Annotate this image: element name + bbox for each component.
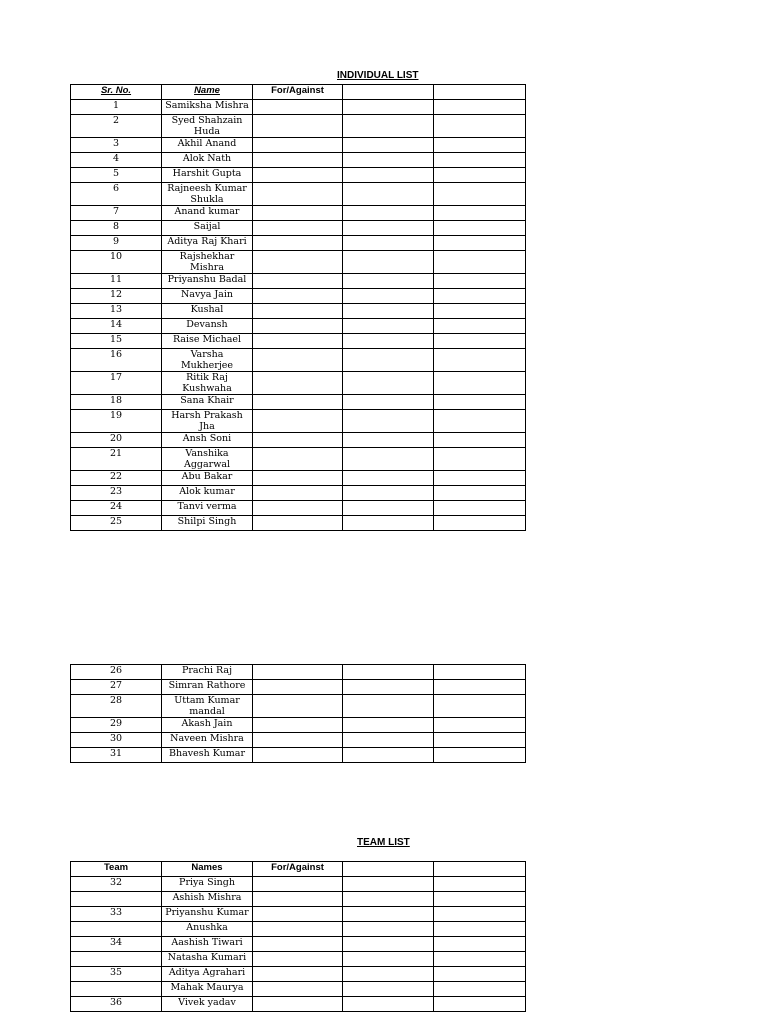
header-blank-2 bbox=[434, 85, 526, 100]
team-no-cell: 36 bbox=[71, 997, 162, 1012]
name-cell: Devansh bbox=[162, 319, 253, 334]
blank-cell bbox=[343, 501, 434, 516]
name-cell: Saijal bbox=[162, 221, 253, 236]
blank-cell bbox=[343, 395, 434, 410]
blank-cell bbox=[343, 922, 434, 937]
blank-cell bbox=[343, 486, 434, 501]
table-row bbox=[71, 349, 526, 372]
table-row bbox=[71, 289, 526, 304]
table-row bbox=[71, 334, 526, 349]
blank-cell bbox=[343, 100, 434, 115]
for-against-cell bbox=[253, 221, 343, 236]
blank-cell bbox=[343, 410, 434, 433]
table-row bbox=[71, 372, 526, 395]
blank-cell bbox=[434, 349, 526, 372]
name-cell: Naveen Mishra bbox=[162, 733, 253, 748]
for-against-cell bbox=[253, 967, 343, 982]
blank-cell bbox=[343, 433, 434, 448]
blank-cell bbox=[343, 274, 434, 289]
for-against-cell bbox=[253, 695, 343, 718]
sr-no-cell: 3 bbox=[71, 138, 162, 153]
team-row bbox=[71, 922, 526, 937]
blank-cell bbox=[343, 289, 434, 304]
name-cell: Harshit Gupta bbox=[162, 168, 253, 183]
sr-no-cell: 14 bbox=[71, 319, 162, 334]
blank-cell bbox=[343, 952, 434, 967]
blank-cell bbox=[434, 486, 526, 501]
name-cell: Aditya Raj Khari bbox=[162, 236, 253, 251]
blank-cell bbox=[434, 206, 526, 221]
name-cell: Kushal bbox=[162, 304, 253, 319]
for-against-cell bbox=[253, 274, 343, 289]
member-cell: Mahak Maurya bbox=[162, 982, 253, 997]
team-no-cell: 35 bbox=[71, 967, 162, 982]
blank-cell bbox=[434, 967, 526, 982]
blank-cell bbox=[434, 433, 526, 448]
table-row bbox=[71, 100, 526, 115]
blank-cell bbox=[343, 892, 434, 907]
table-row bbox=[71, 433, 526, 448]
individual-list-title: INDIVIDUAL LIST bbox=[337, 70, 419, 81]
for-against-cell bbox=[253, 251, 343, 274]
blank-cell bbox=[434, 395, 526, 410]
table-row bbox=[71, 695, 526, 718]
sr-no-cell: 5 bbox=[71, 168, 162, 183]
blank-cell bbox=[343, 982, 434, 997]
blank-cell bbox=[343, 937, 434, 952]
team-no-cell: 33 bbox=[71, 907, 162, 922]
sr-no-cell: 30 bbox=[71, 733, 162, 748]
table-row bbox=[71, 221, 526, 236]
member-cell: Vivek yadav bbox=[162, 997, 253, 1012]
name-cell: Harsh Prakash Jha bbox=[162, 410, 253, 433]
table-row bbox=[71, 665, 526, 680]
for-against-cell bbox=[253, 665, 343, 680]
header-for-against: For/Against bbox=[253, 85, 343, 100]
blank-cell bbox=[434, 372, 526, 395]
table-row bbox=[71, 718, 526, 733]
sr-no-cell: 10 bbox=[71, 251, 162, 274]
table-row bbox=[71, 748, 526, 763]
sr-no-cell: 19 bbox=[71, 410, 162, 433]
for-against-cell bbox=[253, 718, 343, 733]
name-cell: Anand kumar bbox=[162, 206, 253, 221]
name-cell: Rajneesh Kumar Shukla bbox=[162, 183, 253, 206]
blank-cell bbox=[434, 183, 526, 206]
header-blank-2 bbox=[434, 862, 526, 877]
header-for-against: For/Against bbox=[253, 862, 343, 877]
team-no-cell: 34 bbox=[71, 937, 162, 952]
for-against-cell bbox=[253, 183, 343, 206]
table-row bbox=[71, 516, 526, 531]
blank-cell bbox=[343, 680, 434, 695]
member-cell: Ashish Mishra bbox=[162, 892, 253, 907]
name-cell: Sana Khair bbox=[162, 395, 253, 410]
header-name: Name bbox=[162, 85, 253, 100]
blank-cell bbox=[343, 448, 434, 471]
sr-no-cell: 21 bbox=[71, 448, 162, 471]
header-blank-1 bbox=[343, 85, 434, 100]
member-cell: Anushka bbox=[162, 922, 253, 937]
individual-table bbox=[70, 84, 526, 531]
name-cell: Syed Shahzain Huda bbox=[162, 115, 253, 138]
sr-no-cell: 29 bbox=[71, 718, 162, 733]
name-cell: Abu Bakar bbox=[162, 471, 253, 486]
table-row bbox=[71, 236, 526, 251]
for-against-cell bbox=[253, 733, 343, 748]
member-cell: Aashish Tiwari bbox=[162, 937, 253, 952]
name-cell: Alok kumar bbox=[162, 486, 253, 501]
sr-no-cell: 2 bbox=[71, 115, 162, 138]
sr-no-cell: 7 bbox=[71, 206, 162, 221]
blank-cell bbox=[343, 718, 434, 733]
table-row bbox=[71, 733, 526, 748]
blank-cell bbox=[434, 334, 526, 349]
table-row bbox=[71, 471, 526, 486]
blank-cell bbox=[343, 153, 434, 168]
team-no-cell bbox=[71, 952, 162, 967]
blank-cell bbox=[343, 748, 434, 763]
header-blank-1 bbox=[343, 862, 434, 877]
name-cell: Ansh Soni bbox=[162, 433, 253, 448]
sr-no-cell: 4 bbox=[71, 153, 162, 168]
for-against-cell bbox=[253, 907, 343, 922]
blank-cell bbox=[343, 236, 434, 251]
blank-cell bbox=[343, 319, 434, 334]
name-cell: Rajshekhar Mishra bbox=[162, 251, 253, 274]
sr-no-cell: 24 bbox=[71, 501, 162, 516]
member-cell: Aditya Agrahari bbox=[162, 967, 253, 982]
name-cell: Raise Michael bbox=[162, 334, 253, 349]
team-row bbox=[71, 877, 526, 892]
table-row bbox=[71, 501, 526, 516]
table-row bbox=[71, 319, 526, 334]
for-against-cell bbox=[253, 410, 343, 433]
team-row bbox=[71, 907, 526, 922]
sr-no-cell: 16 bbox=[71, 349, 162, 372]
blank-cell bbox=[434, 304, 526, 319]
sr-no-cell: 15 bbox=[71, 334, 162, 349]
sr-no-cell: 27 bbox=[71, 680, 162, 695]
blank-cell bbox=[343, 733, 434, 748]
team-row bbox=[71, 967, 526, 982]
team-row bbox=[71, 892, 526, 907]
blank-cell bbox=[434, 138, 526, 153]
blank-cell bbox=[343, 221, 434, 236]
for-against-cell bbox=[253, 206, 343, 221]
blank-cell bbox=[434, 665, 526, 680]
for-against-cell bbox=[253, 937, 343, 952]
blank-cell bbox=[434, 251, 526, 274]
blank-cell bbox=[434, 274, 526, 289]
name-cell: Samiksha Mishra bbox=[162, 100, 253, 115]
table-row bbox=[71, 251, 526, 274]
blank-cell bbox=[343, 183, 434, 206]
team-list-title: TEAM LIST bbox=[357, 837, 410, 848]
team-table bbox=[70, 861, 526, 1012]
for-against-cell bbox=[253, 922, 343, 937]
for-against-cell bbox=[253, 877, 343, 892]
header-names: Names bbox=[162, 862, 253, 877]
team-no-cell bbox=[71, 892, 162, 907]
name-cell: Alok Nath bbox=[162, 153, 253, 168]
for-against-cell bbox=[253, 892, 343, 907]
blank-cell bbox=[434, 471, 526, 486]
team-row bbox=[71, 997, 526, 1012]
team-row bbox=[71, 952, 526, 967]
name-cell: Simran Rathore bbox=[162, 680, 253, 695]
table-row bbox=[71, 486, 526, 501]
blank-cell bbox=[343, 877, 434, 892]
sr-no-cell: 25 bbox=[71, 516, 162, 531]
sr-no-cell: 31 bbox=[71, 748, 162, 763]
blank-cell bbox=[434, 695, 526, 718]
name-cell: Bhavesh Kumar bbox=[162, 748, 253, 763]
blank-cell bbox=[434, 501, 526, 516]
sr-no-cell: 22 bbox=[71, 471, 162, 486]
blank-cell bbox=[343, 372, 434, 395]
table-row bbox=[71, 206, 526, 221]
table-row bbox=[71, 304, 526, 319]
for-against-cell bbox=[253, 952, 343, 967]
for-against-cell bbox=[253, 289, 343, 304]
for-against-cell bbox=[253, 138, 343, 153]
blank-cell bbox=[434, 516, 526, 531]
sr-no-cell: 18 bbox=[71, 395, 162, 410]
blank-cell bbox=[343, 138, 434, 153]
sr-no-cell: 20 bbox=[71, 433, 162, 448]
for-against-cell bbox=[253, 680, 343, 695]
sr-no-cell: 28 bbox=[71, 695, 162, 718]
team-row bbox=[71, 937, 526, 952]
sr-no-cell: 23 bbox=[71, 486, 162, 501]
blank-cell bbox=[434, 168, 526, 183]
for-against-cell bbox=[253, 372, 343, 395]
table-row bbox=[71, 274, 526, 289]
for-against-cell bbox=[253, 153, 343, 168]
for-against-cell bbox=[253, 982, 343, 997]
blank-cell bbox=[343, 695, 434, 718]
sr-no-cell: 8 bbox=[71, 221, 162, 236]
blank-cell bbox=[434, 922, 526, 937]
sr-no-cell: 13 bbox=[71, 304, 162, 319]
blank-cell bbox=[434, 907, 526, 922]
individual-table-continued bbox=[70, 664, 526, 763]
member-cell: Priyanshu Kumar bbox=[162, 907, 253, 922]
for-against-cell bbox=[253, 433, 343, 448]
table-row bbox=[71, 395, 526, 410]
for-against-cell bbox=[253, 319, 343, 334]
table-row bbox=[71, 153, 526, 168]
for-against-cell bbox=[253, 516, 343, 531]
blank-cell bbox=[434, 997, 526, 1012]
name-cell: Akash Jain bbox=[162, 718, 253, 733]
blank-cell bbox=[434, 748, 526, 763]
name-cell: Shilpi Singh bbox=[162, 516, 253, 531]
blank-cell bbox=[343, 665, 434, 680]
for-against-cell bbox=[253, 349, 343, 372]
name-cell: Uttam Kumar mandal bbox=[162, 695, 253, 718]
for-against-cell bbox=[253, 115, 343, 138]
blank-cell bbox=[343, 349, 434, 372]
member-cell: Natasha Kumari bbox=[162, 952, 253, 967]
table-row bbox=[71, 115, 526, 138]
name-cell: Tanvi verma bbox=[162, 501, 253, 516]
sr-no-cell: 1 bbox=[71, 100, 162, 115]
blank-cell bbox=[434, 877, 526, 892]
blank-cell bbox=[434, 733, 526, 748]
blank-cell bbox=[434, 100, 526, 115]
team-header-row bbox=[71, 862, 526, 877]
blank-cell bbox=[434, 289, 526, 304]
for-against-cell bbox=[253, 501, 343, 516]
table-row bbox=[71, 138, 526, 153]
blank-cell bbox=[343, 251, 434, 274]
sr-no-cell: 9 bbox=[71, 236, 162, 251]
blank-cell bbox=[434, 153, 526, 168]
team-no-cell bbox=[71, 922, 162, 937]
name-cell: Navya Jain bbox=[162, 289, 253, 304]
for-against-cell bbox=[253, 304, 343, 319]
blank-cell bbox=[434, 937, 526, 952]
member-cell: Priya Singh bbox=[162, 877, 253, 892]
for-against-cell bbox=[253, 236, 343, 251]
blank-cell bbox=[434, 680, 526, 695]
team-no-cell: 32 bbox=[71, 877, 162, 892]
blank-cell bbox=[343, 471, 434, 486]
header-team: Team bbox=[71, 862, 162, 877]
table-row bbox=[71, 680, 526, 695]
blank-cell bbox=[434, 221, 526, 236]
for-against-cell bbox=[253, 448, 343, 471]
team-row bbox=[71, 982, 526, 997]
blank-cell bbox=[434, 982, 526, 997]
blank-cell bbox=[343, 334, 434, 349]
blank-cell bbox=[434, 718, 526, 733]
blank-cell bbox=[343, 907, 434, 922]
blank-cell bbox=[434, 448, 526, 471]
sr-no-cell: 26 bbox=[71, 665, 162, 680]
sr-no-cell: 17 bbox=[71, 372, 162, 395]
for-against-cell bbox=[253, 168, 343, 183]
for-against-cell bbox=[253, 486, 343, 501]
blank-cell bbox=[343, 516, 434, 531]
for-against-cell bbox=[253, 471, 343, 486]
sr-no-cell: 6 bbox=[71, 183, 162, 206]
table-row bbox=[71, 448, 526, 471]
blank-cell bbox=[434, 236, 526, 251]
sr-no-cell: 12 bbox=[71, 289, 162, 304]
blank-cell bbox=[434, 319, 526, 334]
name-cell: Varsha Mukherjee bbox=[162, 349, 253, 372]
for-against-cell bbox=[253, 997, 343, 1012]
name-cell: Akhil Anand bbox=[162, 138, 253, 153]
individual-header-row bbox=[71, 85, 526, 100]
table-row bbox=[71, 183, 526, 206]
sr-no-cell: 11 bbox=[71, 274, 162, 289]
blank-cell bbox=[343, 115, 434, 138]
blank-cell bbox=[434, 410, 526, 433]
for-against-cell bbox=[253, 334, 343, 349]
name-cell: Prachi Raj bbox=[162, 665, 253, 680]
name-cell: Priyanshu Badal bbox=[162, 274, 253, 289]
for-against-cell bbox=[253, 100, 343, 115]
name-cell: Vanshika Aggarwal bbox=[162, 448, 253, 471]
blank-cell bbox=[343, 168, 434, 183]
team-no-cell bbox=[71, 982, 162, 997]
blank-cell bbox=[343, 967, 434, 982]
table-row bbox=[71, 410, 526, 433]
blank-cell bbox=[343, 304, 434, 319]
header-sr-no: Sr. No. bbox=[71, 85, 162, 100]
table-row bbox=[71, 168, 526, 183]
for-against-cell bbox=[253, 748, 343, 763]
for-against-cell bbox=[253, 395, 343, 410]
name-cell: Ritik Raj Kushwaha bbox=[162, 372, 253, 395]
blank-cell bbox=[434, 115, 526, 138]
blank-cell bbox=[343, 997, 434, 1012]
blank-cell bbox=[434, 952, 526, 967]
blank-cell bbox=[343, 206, 434, 221]
blank-cell bbox=[434, 892, 526, 907]
